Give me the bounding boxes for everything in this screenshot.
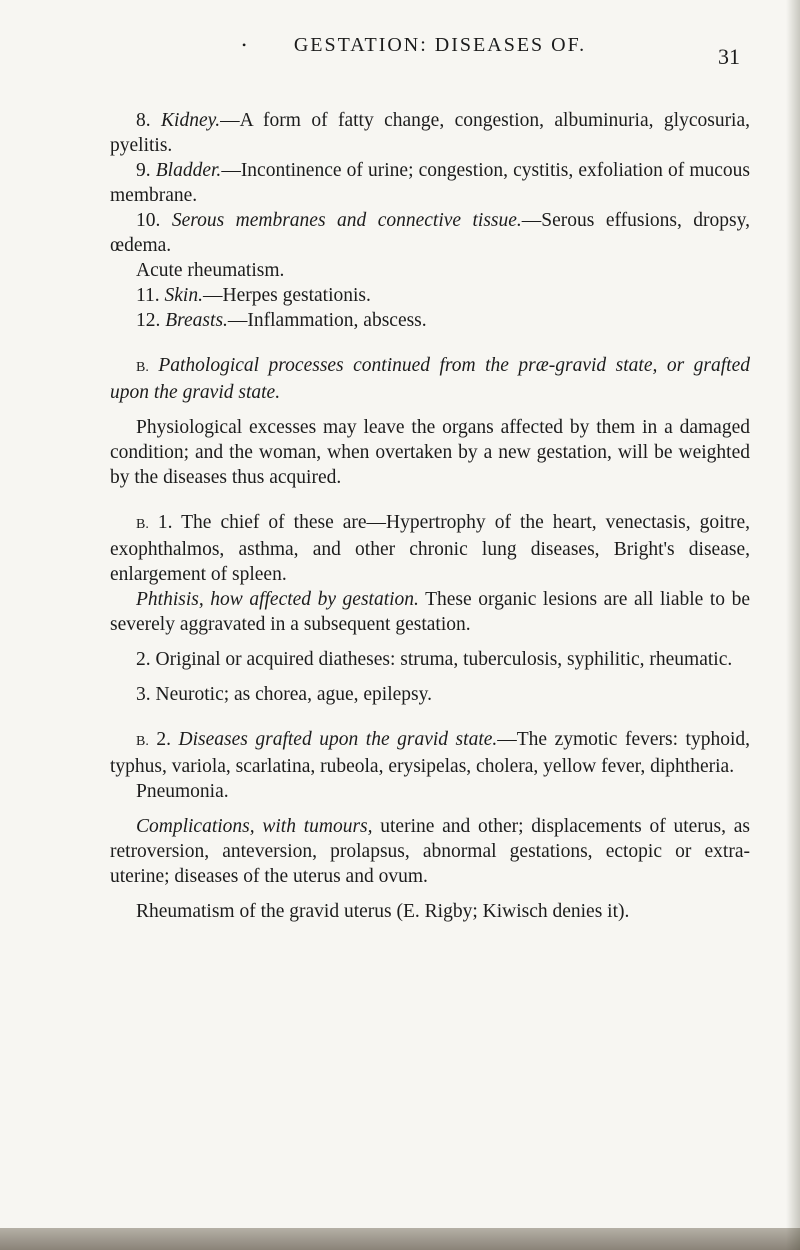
item-text: —Herpes gestationis. xyxy=(202,285,371,306)
page-edge-shadow xyxy=(786,0,800,1250)
paragraph-rheumatism-gravid-uterus: Rheumatism of the gravid uterus (E. Rigby; Kiwisch denies it). xyxy=(136,901,630,922)
item-heading: Serous membranes and connective tissue. xyxy=(171,210,522,231)
paragraph-skin xyxy=(110,283,750,308)
paragraph-phthisis xyxy=(110,587,750,637)
paragraph-pneumonia: Pneumonia. xyxy=(136,781,229,802)
item-heading: Skin. xyxy=(164,285,203,306)
item-text: —Incontinence of urine; congestion, cystitis, exfoliation of mucous membrane. xyxy=(110,160,751,206)
paragraph-neurotic: 3. Neurotic; as chorea, ague, epilepsy. xyxy=(136,684,432,705)
item-text: 1. The chief of these are—Hypertrophy of the heart, venectasis, goitre, exophthalmos, asthma, and other chronic lung diseases, Bright's disease, enlargement of spleen. xyxy=(110,512,750,585)
item-number: 10. xyxy=(136,210,172,231)
paragraph-b2-grafted xyxy=(110,727,750,779)
item-number: 2. xyxy=(148,729,179,750)
section-heading-b xyxy=(110,353,750,405)
item-heading: Diseases grafted upon the gravid state. xyxy=(178,729,498,750)
item-text: —The zymotic fevers: typhoid, typhus, variola, scarlatina, rubeola, erysipelas, cholera, yellow fever, diphtheria. xyxy=(110,729,750,777)
paragraph-b1-chief xyxy=(110,510,750,587)
item-text: —Serous effusions, dropsy, œdema. xyxy=(110,210,750,256)
paragraph-kidney xyxy=(110,108,750,158)
item-heading: Breasts. xyxy=(165,310,228,331)
item-number: 9. xyxy=(136,160,156,181)
item-heading: Complications, with tumours, xyxy=(136,816,373,837)
item-number: 8. xyxy=(136,110,162,131)
section-title: Pathological processes continued from the præ-gravid state, or grafted upon the gravid state. xyxy=(110,355,750,403)
item-number: 12. xyxy=(136,310,166,331)
item-heading: Kidney. xyxy=(161,110,221,131)
section-letter: B. xyxy=(136,517,149,532)
item-text: —A form of fatty change, congestion, albuminuria, glycosuria, pyelitis. xyxy=(110,110,751,156)
running-head: • GESTATION: DISEASES OF. xyxy=(200,34,680,57)
item-text: These organic lesions are all liable to be severely aggravated in a subsequent gestation. xyxy=(110,589,750,635)
page-header xyxy=(200,34,740,74)
paragraph-diatheses: 2. Original or acquired diatheses: struma, tuberculosis, syphilitic, rheumatic. xyxy=(136,649,733,670)
section-letter: B. xyxy=(136,734,149,749)
item-text: —Inflammation, abscess. xyxy=(227,310,427,331)
paragraph-acute-rheumatism: Acute rheumatism. xyxy=(136,260,285,281)
paragraph-complications xyxy=(110,814,750,889)
section-letter: B. xyxy=(136,360,149,375)
item-heading: Bladder. xyxy=(155,160,222,181)
paragraph-breasts xyxy=(110,308,750,333)
page-bottom-edge xyxy=(0,1228,800,1250)
item-heading: Phthisis, how affected by gestation. xyxy=(136,589,419,610)
item-number: 11. xyxy=(136,285,165,306)
page-number: 31 xyxy=(718,44,740,69)
item-text: uterine and other; displacements of uterus, as retroversion, anteversion, prolapsus, abnormal gestations, ectopic or extra-uterine; diseases of the uterus and ovum. xyxy=(110,816,750,887)
paragraph-physiological-excesses: Physiological excesses may leave the organs affected by them in a damaged condition; and the woman, when overtaken by a new gestation, will be weighted by the diseases thus acquired. xyxy=(110,417,750,488)
paragraph-bladder xyxy=(110,158,750,208)
paragraph-serous-membranes xyxy=(110,208,750,258)
body-text xyxy=(110,108,750,924)
